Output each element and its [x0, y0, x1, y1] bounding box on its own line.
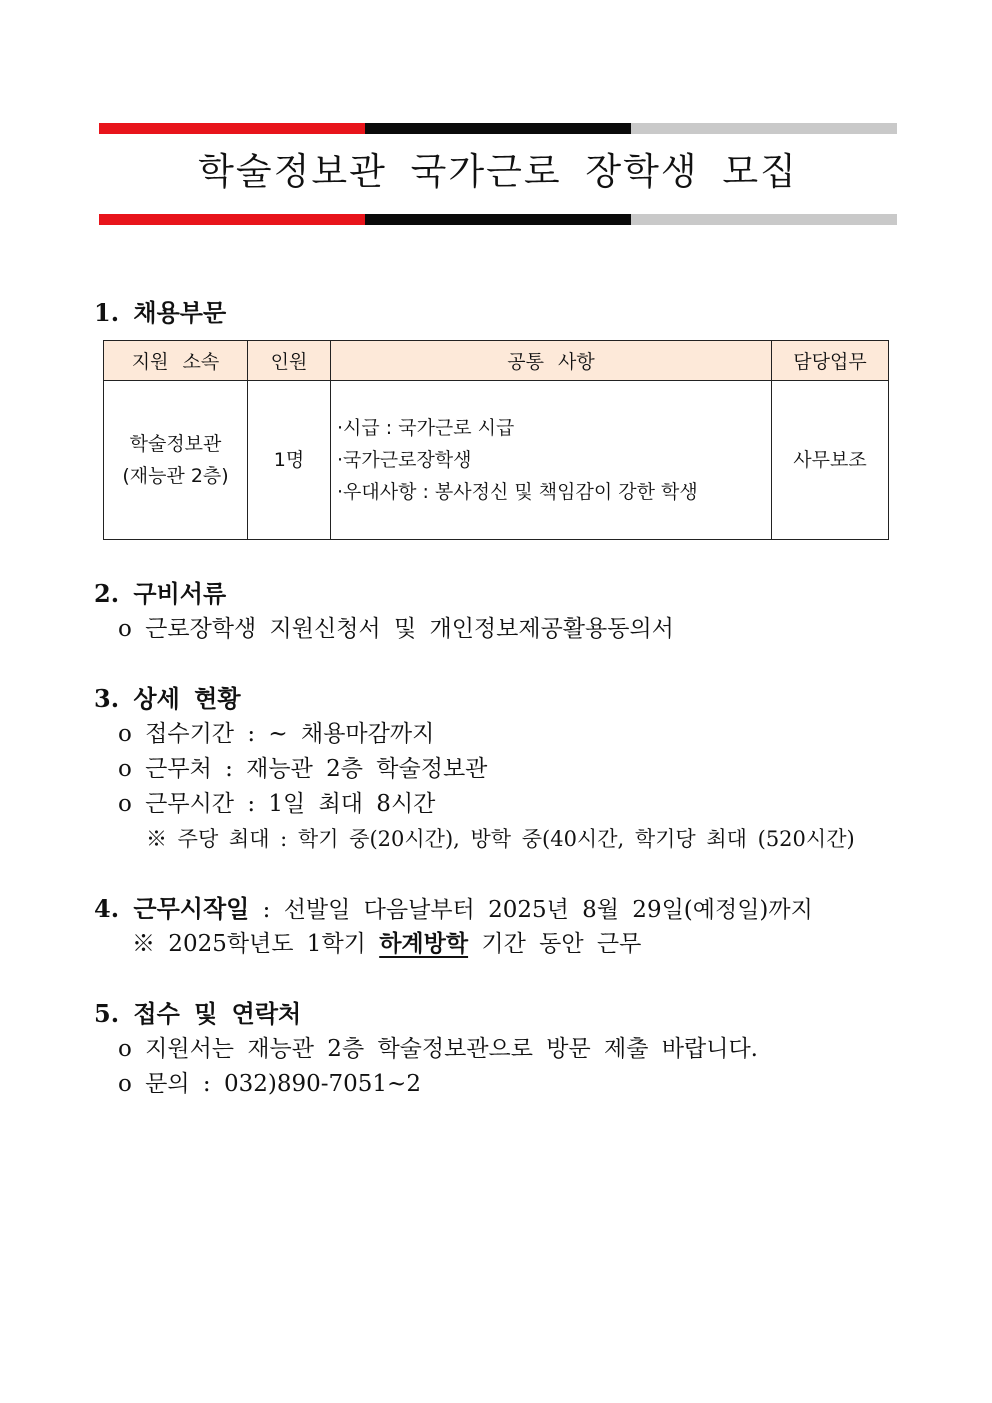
cell-count: 1명 — [248, 381, 331, 540]
section4-note-prefix: ※ 2025학년도 1학기 — [132, 931, 380, 957]
common-item: ·우대사항 : 봉사정신 및 책임감이 강한 학생 — [337, 481, 698, 503]
affiliation-location: (재능관 2층) — [122, 465, 229, 487]
cell-duty: 사무보조 — [772, 381, 889, 540]
section5-item: o 지원서는 재능관 2층 학술정보관으로 방문 제출 바랍니다. — [118, 1036, 758, 1062]
common-item: ·시급 : 국가근로 시급 — [337, 417, 515, 439]
header-common: 공통 사항 — [331, 341, 772, 381]
section2-heading: 2. 구비서류 — [94, 579, 227, 608]
section4-note-emphasis: 하계방학 — [379, 930, 469, 957]
section5-item: o 문의 : 032)890-7051~2 — [118, 1071, 421, 1097]
table-header-row — [104, 341, 889, 381]
title-top-bar — [99, 123, 897, 134]
page-title: 학술정보관 국가근로 장학생 모집 — [198, 150, 798, 193]
section3-item: o 근무처 : 재능관 2층 학술정보관 — [118, 756, 488, 782]
section3-note: ※ 주당 최대 : 학기 중(20시간), 방학 중(40시간, 학기당 최대 (520시간) — [146, 827, 855, 851]
section4-heading-label: 4. 근무시작일 — [94, 894, 250, 923]
bar-red-segment — [99, 214, 365, 225]
recruit-table — [103, 340, 889, 540]
cell-affiliation — [104, 381, 248, 540]
section3-item: o 접수기간 : ~ 채용마감까지 — [118, 721, 435, 747]
section2-item: o 근로장학생 지원신청서 및 개인정보제공활용동의서 — [118, 616, 674, 642]
bar-black-segment — [365, 123, 631, 134]
header-count: 인원 — [248, 341, 331, 381]
table-row — [104, 381, 889, 540]
affiliation-name: 학술정보관 — [129, 433, 222, 455]
section5-heading: 5. 접수 및 연락처 — [94, 999, 302, 1028]
common-item: ·국가근로장학생 — [337, 449, 472, 471]
section1-heading: 1. 채용부문 — [94, 298, 227, 327]
section4-heading — [94, 893, 813, 926]
title-bottom-bar — [99, 214, 897, 225]
header-duty: 담당업무 — [772, 341, 889, 381]
section4-note-suffix: 기간 동안 근무 — [468, 931, 642, 957]
section3-item: o 근무시간 : 1일 최대 8시간 — [118, 791, 436, 817]
section4-note — [132, 928, 641, 960]
header-affiliation: 지원 소속 — [104, 341, 248, 381]
section3-heading: 3. 상세 현황 — [94, 684, 241, 713]
bar-black-segment — [365, 214, 631, 225]
bar-gray-segment — [631, 123, 897, 134]
bar-gray-segment — [631, 214, 897, 225]
section4-heading-text: : 선발일 다음날부터 2025년 8월 29일(예정일)까지 — [249, 897, 813, 923]
bar-red-segment — [99, 123, 365, 134]
cell-common — [331, 381, 772, 540]
